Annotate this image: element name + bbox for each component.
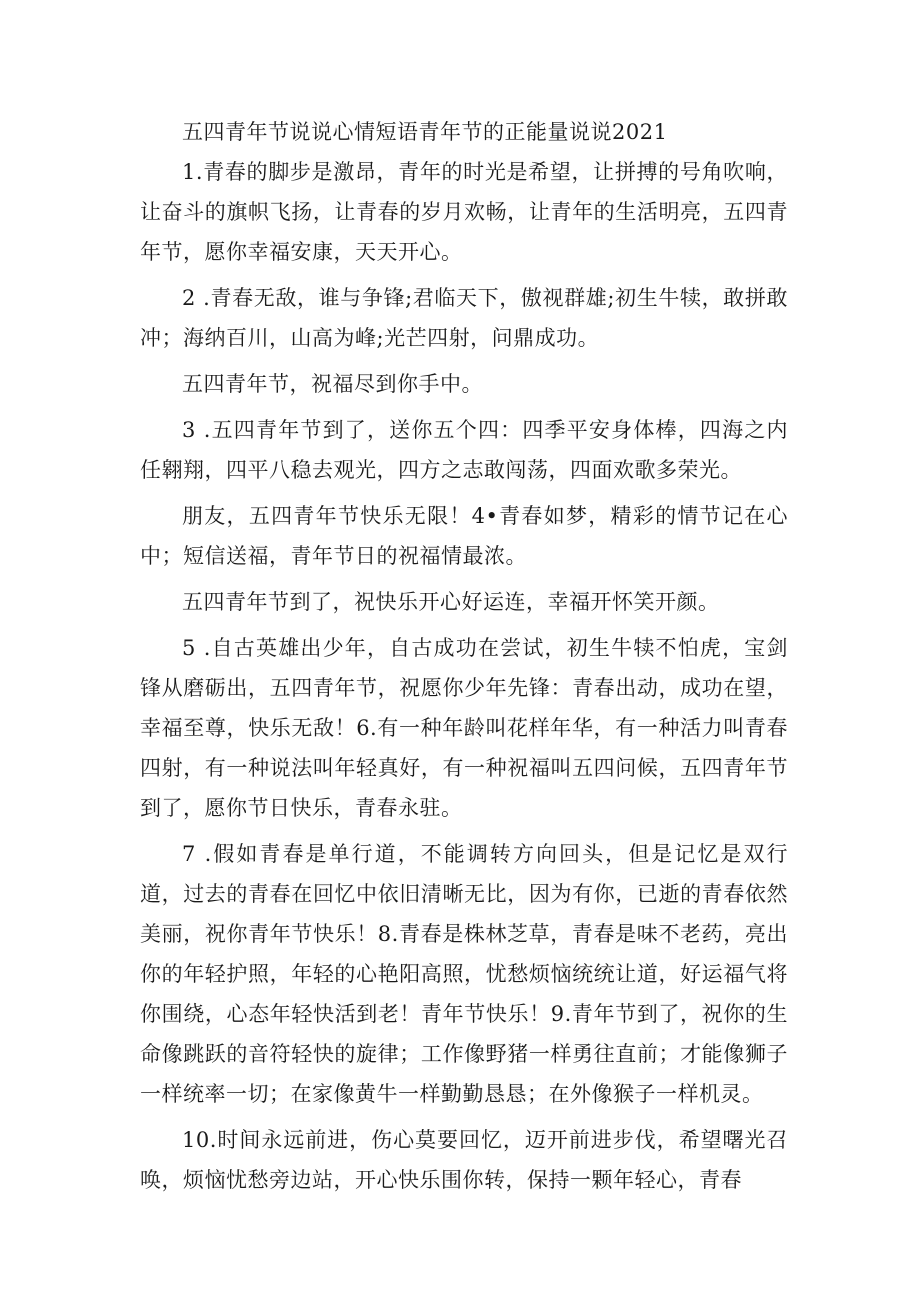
document-title: 五四青年节说说心情短语青年节的正能量说说2021 — [182, 120, 668, 144]
document-body — [140, 112, 788, 1200]
paragraph-7: 5 .自古英雄出少年，自古成功在尝试，初生牛犊不怕虎，宝剑锋从磨砺出，五四青年节，祝愿你少年先锋：青春出动，成功在望，幸福至尊，快乐无敌！6.有一种年龄叫花样年华，有一种活力叫青春四射，有一种说法叫年轻真好，有一种祝福叫五四问候，五四青年节到了，愿你节日快乐，青春永驻。 — [140, 636, 788, 820]
paragraph-4: 3 .五四青年节到了，送你五个四：四季平安身体棒，四海之内任翱翔，四平八稳去观光，四方之志敢闯荡，四面欢歌多荣光。 — [140, 418, 788, 482]
paragraph-9: 10.时间永远前进，伤心莫要回忆，迈开前进步伐，希望曙光召唤，烦恼忧愁旁边站，开心快乐围你转，保持一颗年轻心，青春 — [140, 1128, 788, 1192]
paragraph-6: 五四青年节到了，祝快乐开心好运连，幸福开怀笑开颜。 — [182, 590, 720, 614]
paragraph-8: 7 .假如青春是单行道，不能调转方向回头，但是记忆是双行道，过去的青春在回忆中依旧清晰无比，因为有你，已逝的青春依然美丽，祝你青年节快乐！8.青春是株林芝草，青春是味不老药，亮出你的年轻护照，年轻的心艳阳高照，忧愁烦恼统统让道，好运福气将你围绕，心态年轻快活到老！青年节快乐！9.青年节到了，祝你的生命像跳跃的音符轻快的旋律；工作像野猪一样勇往直前；才能像狮子一样统率一切；在家像黄牛一样勤勤恳恳；在外像猴子一样机灵。 — [140, 842, 788, 1106]
paragraph-2: 2 .青春无敌，谁与争锋;君临天下，傲视群雄;初生牛犊，敢拼敢冲；海纳百川，山高为峰;光芒四射，问鼎成功。 — [140, 286, 788, 350]
paragraph-3: 五四青年节，祝福尽到你手中。 — [182, 372, 483, 396]
paragraph-5: 朋友，五四青年节快乐无限！4•青春如梦，精彩的情节记在心中；短信送福，青年节日的祝福情最浓。 — [140, 504, 788, 568]
paragraph-1: 1.青春的脚步是激昂，青年的时光是希望，让拼搏的号角吹响，让奋斗的旗帜飞扬，让青春的岁月欢畅，让青年的生活明亮，五四青年节，愿你幸福安康，天天开心。 — [140, 160, 788, 264]
